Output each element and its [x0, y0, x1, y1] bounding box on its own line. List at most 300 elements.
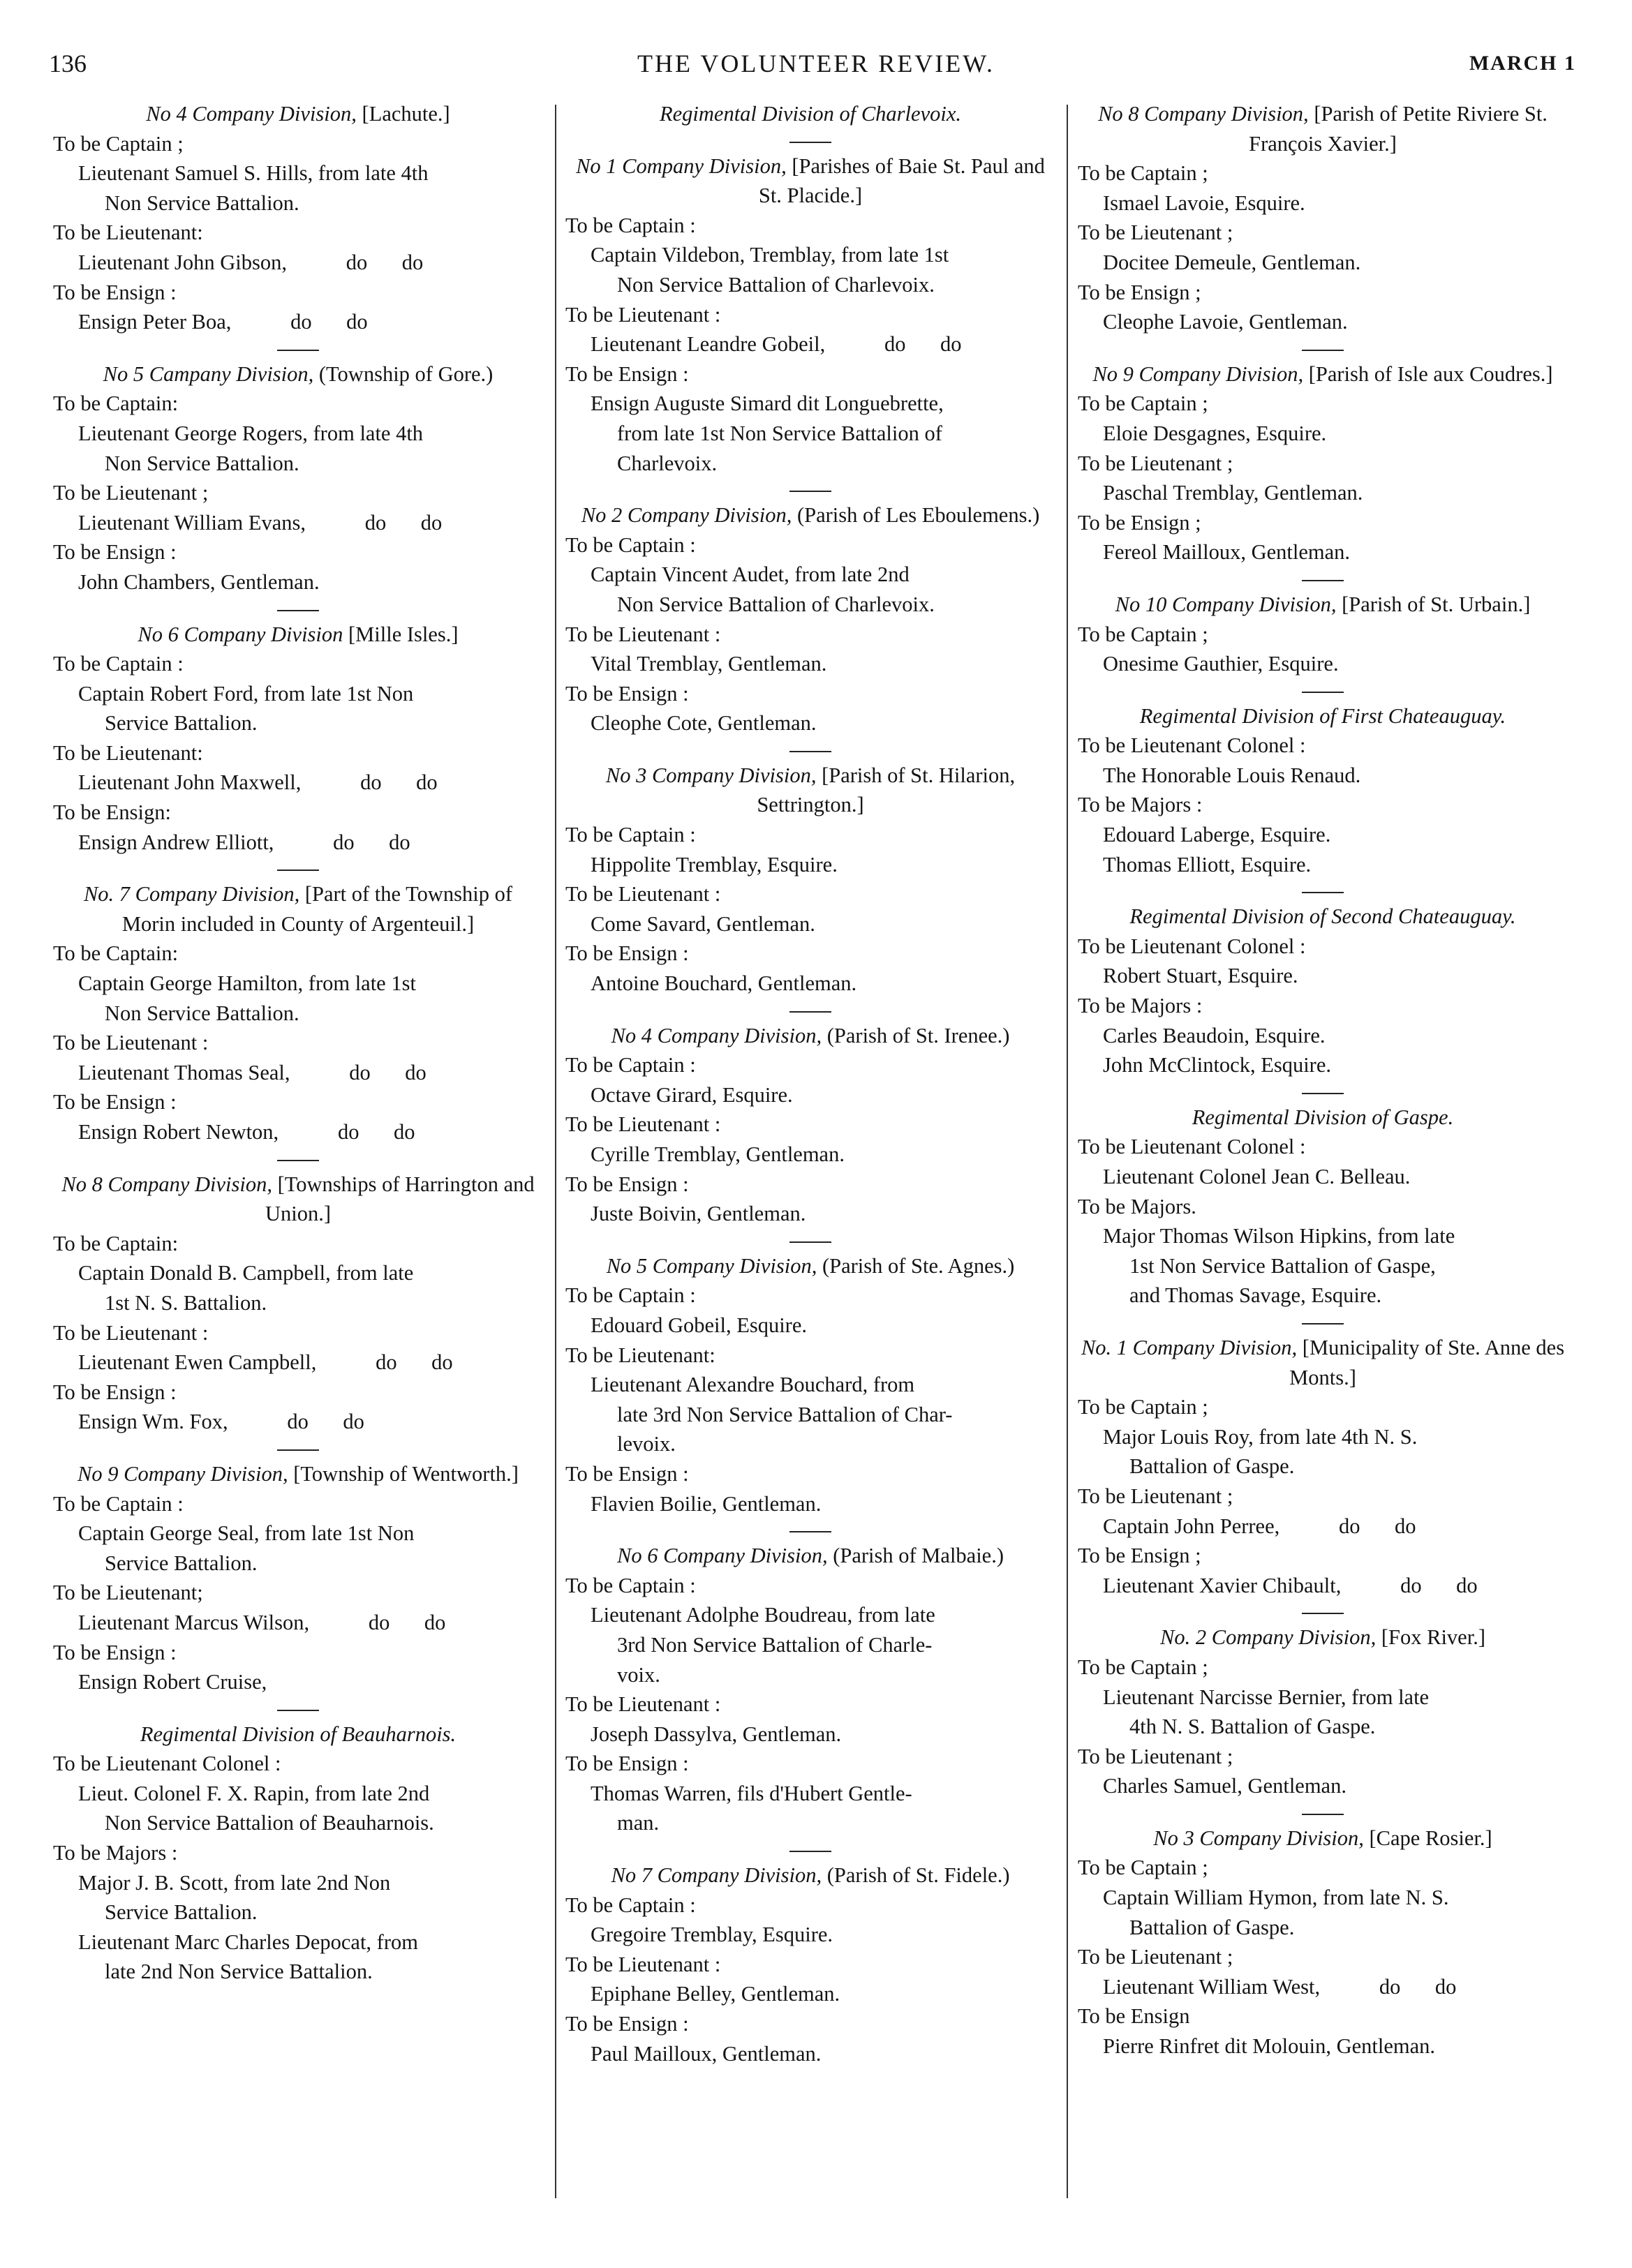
line-text: Charles Samuel, Gentleman. [1103, 1774, 1347, 1798]
rank-label [563, 530, 1058, 560]
division-place: [Fox River.] [1381, 1625, 1485, 1650]
rank-label [1075, 1392, 1571, 1422]
rank-label [563, 1950, 1058, 1980]
appointee-line [1075, 1422, 1571, 1452]
line-text: To be Lieutenant : [565, 622, 721, 646]
line-text: levoix. [617, 1432, 676, 1456]
appointee-line [1075, 1913, 1571, 1943]
line-text: Battalion of Gaspe. [1129, 1915, 1295, 1939]
rank-label [563, 1110, 1058, 1140]
line-text: Lieutenant Thomas Seal, [78, 1060, 290, 1084]
appointee-line [1075, 1251, 1571, 1281]
section-separator [789, 1851, 831, 1852]
rank-label [50, 129, 546, 159]
rank-label [1075, 158, 1571, 188]
division-title: No 9 Company Division, [77, 1461, 288, 1486]
line-text: John McClintock, Esquire. [1103, 1053, 1331, 1077]
rank-label [50, 798, 546, 828]
line-text: from late 1st Non Service Battalion of [617, 421, 942, 445]
line-text: To be Ensign : [565, 1172, 689, 1196]
line-text: Captain William Hymon, from late N. S. [1103, 1886, 1449, 1910]
ditto-mark: do [1400, 1573, 1422, 1597]
appointee-line [563, 649, 1058, 679]
division-heading [50, 1719, 546, 1750]
appointee-line [1075, 1050, 1571, 1080]
line-text: To be Lieutenant ; [1078, 1484, 1233, 1508]
line-text: To be Captain : [53, 652, 184, 676]
rank-label [1075, 1652, 1571, 1683]
rank-label [1075, 1132, 1571, 1162]
appointee-line [1075, 307, 1571, 337]
rank-label [1075, 218, 1571, 248]
division-heading [50, 359, 546, 389]
line-text: voix. [617, 1662, 660, 1687]
rank-label [50, 389, 546, 419]
division-place: (Township of Gore.) [318, 361, 494, 386]
line-text: To be Ensign [1078, 2004, 1190, 2029]
appointee-line [1075, 1771, 1571, 1801]
rank-label [563, 620, 1058, 650]
appointee-line [50, 708, 546, 738]
division-heading [563, 1541, 1058, 1571]
line-text: To be Ensign : [565, 681, 689, 706]
division-heading [50, 620, 546, 650]
rank-label [50, 1229, 546, 1259]
line-text: Non Service Battalion. [105, 451, 299, 475]
appointee-line [50, 1288, 546, 1318]
appointee-line [1075, 537, 1571, 567]
line-text: To be Captain: [53, 941, 179, 966]
ditto-mark: do [431, 1350, 453, 1375]
division-heading [563, 500, 1058, 530]
rank-label [1075, 278, 1571, 308]
line-text: To be Majors : [1078, 793, 1203, 817]
appointee-line [50, 1808, 546, 1838]
line-text: To be Captain : [565, 532, 696, 557]
appointee-line [50, 1608, 546, 1638]
appointee-line [1075, 850, 1571, 880]
line-text: Flavien Boilie, Gentleman. [591, 1491, 822, 1516]
appointee-line [563, 1199, 1058, 1229]
appointee-line [1075, 188, 1571, 218]
ditto-mark: do [1434, 1974, 1457, 1999]
section-separator [1302, 1613, 1344, 1614]
line-text: Cleophe Cote, Gentleman. [591, 711, 817, 736]
line-text: To be Captain : [53, 1491, 184, 1516]
line-text: Lieutenant William West, [1103, 1974, 1321, 1999]
division-heading [1075, 1103, 1571, 1133]
page-number: 136 [49, 50, 87, 77]
appointee-line [563, 1600, 1058, 1630]
line-text: Major Louis Roy, from late 4th N. S. [1103, 1424, 1418, 1449]
appointee-line [50, 307, 546, 337]
rank-label [563, 1341, 1058, 1371]
line-text: Non Service Battalion of Charlevoix. [617, 272, 935, 297]
appointee-line [1075, 1972, 1571, 2002]
division-title: No 2 Company Division, [581, 503, 792, 528]
appointee-line [50, 248, 546, 278]
line-text: To be Lieutenant: [53, 740, 203, 765]
rank-label [1075, 1192, 1571, 1222]
division-heading [563, 1251, 1058, 1281]
appointee-line [50, 999, 546, 1029]
ditto-mark: do [424, 1610, 446, 1634]
line-text: Cyrille Tremblay, Gentleman. [591, 1142, 845, 1166]
rank-label [50, 1749, 546, 1779]
appointee-line [50, 1258, 546, 1288]
rank-label [1075, 389, 1571, 419]
appointee-line [50, 567, 546, 597]
line-text: Captain John Perree, [1103, 1514, 1280, 1538]
appointee-line [563, 419, 1058, 449]
line-text: late 3rd Non Service Battalion of Char- [617, 1402, 953, 1426]
line-text: Paschal Tremblay, Gentleman. [1103, 481, 1363, 505]
line-text: To be Captain : [565, 213, 696, 237]
line-text: Ensign Wm. Fox, [78, 1410, 228, 1434]
column-divider [555, 105, 556, 2198]
division-title: No 8 Company Division, [61, 1172, 272, 1196]
line-text: Battalion of Gaspe. [1129, 1454, 1295, 1479]
section-separator [789, 1531, 831, 1532]
section-separator [1302, 350, 1344, 351]
line-text: Ensign Andrew Elliott, [78, 830, 274, 854]
rank-label [50, 1318, 546, 1348]
section-separator [789, 1241, 831, 1243]
appointee-line [563, 2039, 1058, 2069]
line-text: Epiphane Belley, Gentleman. [591, 1982, 840, 2006]
ditto-mark: do [420, 510, 443, 535]
line-text: To be Captain ; [53, 131, 184, 156]
appointee-line [50, 449, 546, 479]
appointee-line [50, 1407, 546, 1437]
line-text: Lieutenant John Maxwell, [78, 770, 302, 795]
appointee-line [563, 1489, 1058, 1519]
section-separator [1302, 692, 1344, 693]
line-text: To be Ensign : [565, 2012, 689, 2036]
line-text: Ensign Robert Newton, [78, 1120, 279, 1144]
issue-month: MARCH 1 [1469, 52, 1576, 75]
column-3 [1075, 99, 1571, 2061]
line-text: To be Ensign : [565, 941, 689, 966]
line-text: To be Lieutenant Colonel : [1078, 1135, 1306, 1159]
appointee-line [563, 909, 1058, 939]
division-place: [Townships of Harrington and Union.] [265, 1172, 535, 1226]
line-text: Onesime Gauthier, Esquire. [1103, 652, 1339, 676]
line-text: 1st N. S. Battalion. [105, 1290, 267, 1315]
line-text: The Honorable Louis Renaud. [1103, 763, 1361, 787]
line-text: Major Thomas Wilson Hipkins, from late [1103, 1224, 1455, 1248]
line-text: Lieutenant Adolphe Boudreau, from late [591, 1603, 935, 1627]
section-separator [277, 1449, 319, 1451]
rank-label [563, 1170, 1058, 1200]
division-place: (Parish of Malbaie.) [833, 1544, 1004, 1568]
line-text: Juste Boivin, Gentleman. [591, 1202, 806, 1226]
section-separator [277, 1160, 319, 1161]
line-text: Service Battalion. [105, 1551, 258, 1575]
section-separator [789, 491, 831, 492]
appointee-line [563, 1660, 1058, 1690]
ditto-mark: do [287, 1410, 309, 1434]
line-text: To be Ensign : [53, 280, 177, 304]
line-text: To be Lieutenant : [565, 882, 721, 907]
division-heading [1075, 1823, 1571, 1853]
division-heading [1075, 902, 1571, 932]
line-text: Service Battalion. [105, 711, 258, 736]
division-title: Regimental Division of Second Chateauguay. [1129, 904, 1516, 929]
line-text: Lieutenant Marc Charles Depocat, from [78, 1930, 418, 1954]
appointee-line [1075, 2031, 1571, 2061]
line-text: man. [617, 1811, 660, 1835]
line-text: Service Battalion. [105, 1900, 258, 1925]
rank-label [563, 211, 1058, 241]
division-place: (Parish of St. Fidele.) [826, 1863, 1010, 1888]
rank-label [563, 939, 1058, 969]
line-text: Come Savard, Gentleman. [591, 911, 815, 936]
line-text: John Chambers, Gentleman. [78, 569, 320, 594]
line-text: Ensign Robert Cruise, [78, 1670, 267, 1694]
appointee-line [563, 449, 1058, 479]
line-text: 1st Non Service Battalion of Gaspe, [1129, 1253, 1436, 1278]
appointee-line [563, 1370, 1058, 1400]
line-text: Non Service Battalion of Charlevoix. [617, 592, 935, 616]
appointee-line [50, 969, 546, 999]
line-text: Edouard Laberge, Esquire. [1103, 823, 1331, 847]
division-place: [Cape Rosier.] [1369, 1826, 1492, 1850]
line-text: To be Lieutenant : [565, 302, 721, 327]
column-2 [563, 99, 1058, 2068]
rank-label [1075, 1482, 1571, 1512]
appointee-line [50, 1779, 546, 1809]
rank-label [50, 278, 546, 308]
appointee-line [563, 329, 1058, 359]
line-text: To be Ensign : [565, 1461, 689, 1486]
division-place: [Parish of Isle aux Coudres.] [1308, 361, 1553, 386]
appointee-line [50, 508, 546, 538]
appointee-line [1075, 1883, 1571, 1913]
ditto-mark: do [393, 1120, 415, 1144]
appointee-line [563, 1979, 1058, 2009]
line-text: To be Ensign : [565, 361, 689, 386]
rank-label [563, 1749, 1058, 1779]
appointee-line [1075, 1712, 1571, 1742]
appointee-line [1075, 1512, 1571, 1542]
line-text: To be Lieutenant; [53, 1581, 203, 1605]
division-title: Regimental Division of Charlevoix. [659, 102, 961, 126]
line-text: To be Lieutenant ; [53, 481, 209, 505]
line-text: Joseph Dassylva, Gentleman. [591, 1722, 842, 1746]
division-title: No 9 Company Division, [1092, 361, 1304, 386]
appointee-line [1075, 1571, 1571, 1601]
appointee-line [1075, 1162, 1571, 1192]
appointee-line [563, 560, 1058, 590]
line-text: Ismael Lavoie, Esquire. [1103, 191, 1305, 215]
line-text: To be Lieutenant Colonel : [53, 1752, 281, 1776]
line-text: To be Lieutenant : [565, 1692, 721, 1717]
division-heading [50, 879, 546, 939]
appointee-line [50, 1519, 546, 1549]
appointee-line [563, 1311, 1058, 1341]
ditto-mark: do [416, 770, 438, 795]
division-place: (Parish of Les Eboulemens.) [796, 503, 1040, 528]
ditto-mark: do [349, 1060, 371, 1084]
rank-label [563, 879, 1058, 909]
appointee-line [1075, 820, 1571, 850]
line-text: 4th N. S. Battalion of Gaspe. [1129, 1715, 1376, 1739]
rank-label [1075, 1742, 1571, 1772]
rank-label [1075, 991, 1571, 1021]
rank-label [563, 679, 1058, 709]
line-text: To be Ensign : [565, 1752, 689, 1776]
rank-label [50, 1028, 546, 1058]
line-text: To be Lieutenant ; [1078, 221, 1233, 245]
appointee-line [50, 1058, 546, 1088]
rank-label [1075, 620, 1571, 650]
rank-label [1075, 1541, 1571, 1571]
appointee-line [563, 1400, 1058, 1430]
division-title: No 5 Campany Division, [103, 361, 314, 386]
division-title: No. 7 Company Division, [83, 882, 300, 907]
line-text: late 2nd Non Service Battalion. [105, 1960, 373, 1984]
division-place: [Township of Wentworth.] [293, 1461, 519, 1486]
line-text: To be Majors. [1078, 1194, 1196, 1218]
rank-label [50, 537, 546, 567]
section-separator [789, 142, 831, 143]
column-1 [50, 99, 546, 1987]
rank-label [563, 1050, 1058, 1080]
line-text: To be Captain: [53, 1231, 179, 1255]
division-title: Regimental Division of First Chateauguay. [1139, 703, 1506, 728]
ditto-mark: do [1395, 1514, 1416, 1538]
line-text: Thomas Warren, fils d'Hubert Gentle- [591, 1781, 912, 1805]
division-heading [563, 99, 1058, 129]
appointee-line [1075, 478, 1571, 508]
ditto-mark: do [364, 510, 387, 535]
line-text: Non Service Battalion of Beauharnois. [105, 1811, 434, 1835]
line-text: Robert Stuart, Esquire. [1103, 964, 1298, 988]
line-text: To be Captain ; [1078, 1395, 1208, 1419]
division-place: (Parish of Ste. Agnes.) [822, 1253, 1015, 1278]
line-text: To be Captain : [565, 1893, 696, 1917]
line-text: To be Ensign : [53, 1640, 177, 1664]
appointee-line [50, 158, 546, 188]
section-separator [277, 610, 319, 611]
rank-label [50, 939, 546, 969]
line-text: To be Captain: [53, 391, 179, 416]
line-text: To be Ensign : [53, 1090, 177, 1114]
rank-label [563, 2009, 1058, 2039]
ditto-mark: do [1379, 1974, 1401, 1999]
appointee-line [563, 1429, 1058, 1459]
section-separator [789, 751, 831, 752]
line-text: Captain George Seal, from late 1st Non [78, 1521, 415, 1546]
line-text: To be Lieutenant Colonel : [1078, 733, 1306, 758]
rank-label [50, 1578, 546, 1608]
ditto-mark: do [360, 770, 382, 795]
appointee-line [1075, 1683, 1571, 1713]
division-title: No 4 Company Division, [146, 102, 357, 126]
ditto-mark: do [346, 250, 368, 274]
line-text: To be Lieutenant: [565, 1343, 715, 1367]
section-separator [1302, 892, 1344, 893]
line-text: Gregoire Tremblay, Esquire. [591, 1923, 833, 1947]
division-place: (Parish of St. Irenee.) [826, 1023, 1010, 1047]
ditto-mark: do [401, 250, 424, 274]
section-separator [789, 1011, 831, 1013]
line-text: Captain Vildebon, Tremblay, from late 1st [591, 243, 949, 267]
ditto-mark: do [405, 1060, 426, 1084]
appointee-line [563, 969, 1058, 999]
rank-label [50, 1638, 546, 1668]
appointee-line [50, 188, 546, 218]
ditto-mark: do [368, 1610, 390, 1634]
line-text: Lieutenant Xavier Chibault, [1103, 1573, 1342, 1597]
appointee-line [50, 1667, 546, 1697]
line-text: Non Service Battalion. [105, 191, 299, 215]
division-heading [50, 99, 546, 129]
section-separator [1302, 1323, 1344, 1325]
division-place: [Part of the Township of Morin included in County of Argenteuil.] [121, 882, 513, 936]
line-text: Charlevoix. [617, 451, 718, 475]
division-title: No 3 Company Division, [1153, 1826, 1364, 1850]
line-text: Ensign Auguste Simard dit Longuebrette, [591, 391, 944, 416]
line-text: To be Ensign ; [1078, 280, 1201, 304]
appointee-line [50, 1957, 546, 1987]
rank-label [1075, 932, 1571, 962]
line-text: Antoine Bouchard, Gentleman. [591, 971, 857, 996]
division-heading [1075, 1622, 1571, 1652]
section-separator [1302, 580, 1344, 581]
line-text: Thomas Elliott, Esquire. [1103, 852, 1312, 876]
line-text: To be Lieutenant : [53, 1031, 209, 1055]
line-text: To be Ensign : [53, 540, 177, 565]
line-text: Lieutenant Marcus Wilson, [78, 1610, 310, 1634]
appointee-line [563, 1630, 1058, 1660]
ditto-mark: do [290, 310, 312, 334]
rank-label [1075, 1942, 1571, 1972]
division-title: Regimental Division of Beauharnois. [140, 1722, 457, 1746]
line-text: To be Lieutenant ; [1078, 1945, 1233, 1969]
line-text: To be Lieutenant : [565, 1952, 721, 1976]
division-place: [Mille Isles.] [348, 622, 459, 646]
division-heading [50, 1170, 546, 1229]
appointee-line [563, 708, 1058, 738]
line-text: Carles Beaudoin, Esquire. [1103, 1023, 1326, 1047]
rank-label [50, 1489, 546, 1519]
rank-label [1075, 1853, 1571, 1883]
line-text: Vital Tremblay, Gentleman. [591, 652, 827, 676]
division-title: No. 1 Company Division, [1081, 1335, 1298, 1359]
division-heading [1075, 99, 1571, 158]
appointee-line [1075, 1021, 1571, 1051]
line-text: To be Captain : [565, 823, 696, 847]
appointee-line [563, 1080, 1058, 1110]
line-text: Edouard Gobeil, Esquire. [591, 1313, 808, 1337]
rank-label [563, 300, 1058, 330]
appointee-line [1075, 1221, 1571, 1251]
rank-label [563, 1459, 1058, 1489]
line-text: To be Ensign ; [1078, 1544, 1201, 1568]
rank-label [563, 359, 1058, 389]
line-text: and Thomas Savage, Esquire. [1129, 1283, 1382, 1308]
appointee-line [563, 590, 1058, 620]
line-text: Lieutenant Alexandre Bouchard, from [591, 1373, 915, 1397]
appointee-line [50, 1117, 546, 1147]
section-separator [277, 870, 319, 871]
line-text: To be Lieutenant : [53, 1320, 209, 1345]
division-place: [Parish of St. Urbain.] [1342, 592, 1531, 616]
line-text: To be Ensign: [53, 800, 171, 825]
division-heading [1075, 590, 1571, 620]
